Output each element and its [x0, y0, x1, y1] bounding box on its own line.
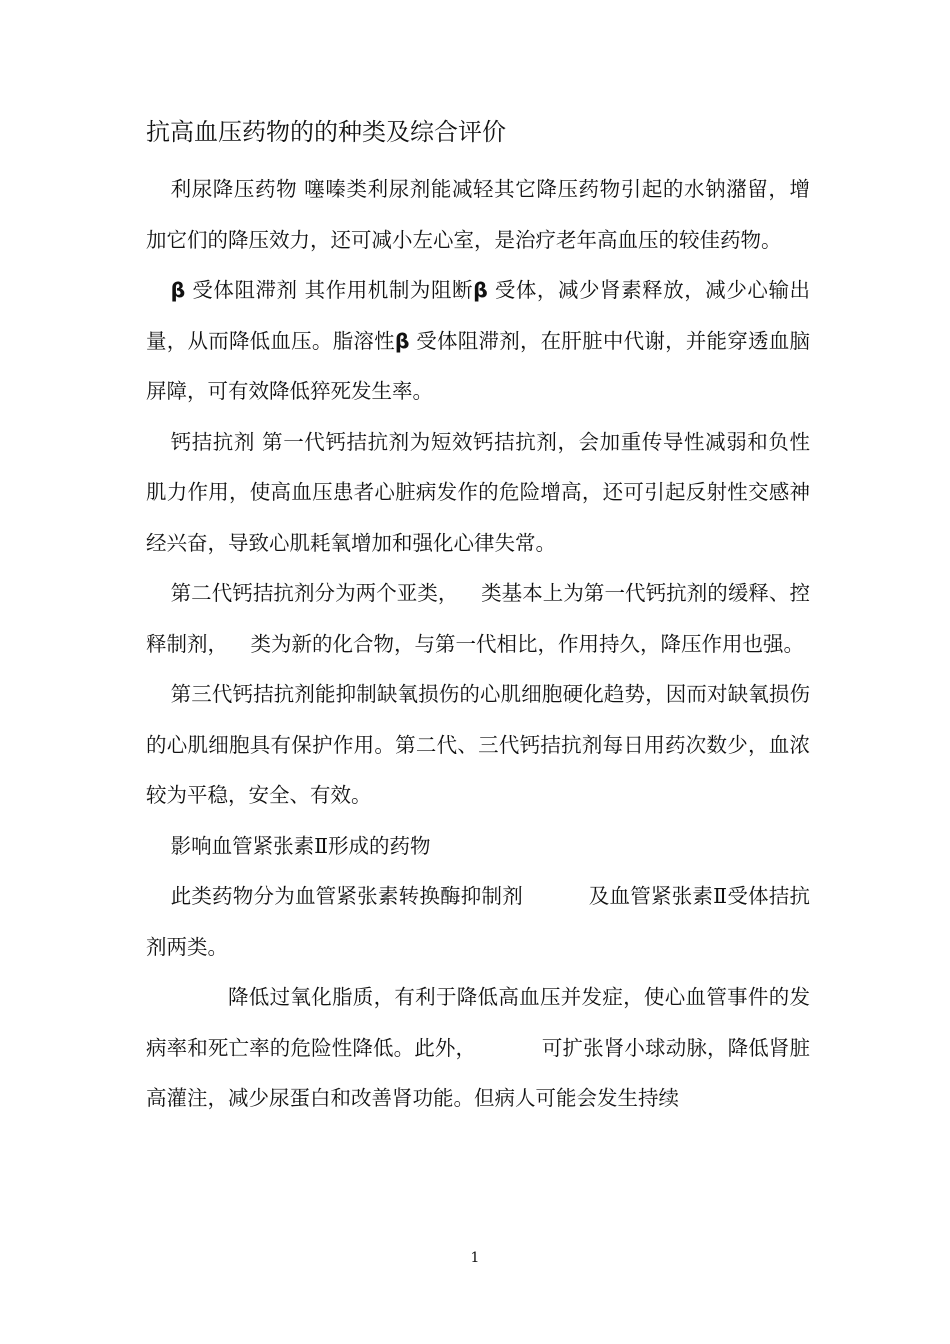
document-title: 抗高血压药物的的种类及综合评价: [146, 118, 506, 146]
paragraph-second-generation: [146, 568, 810, 669]
document-body: [146, 164, 810, 1124]
section-heading-angiotensin: 影响血管紧张素Ⅱ形成的药物: [170, 833, 431, 858]
paragraph-third-generation: 第三代钙拮抗剂能抑制缺氧损伤的心肌细胞硬化趋势，因而对缺氧损伤的心肌细胞具有保护作用。第二代、三代钙拮抗剂每日用药次数少，血浓较为平稳，安全、有效。: [146, 682, 810, 807]
beta-symbol: β: [394, 328, 410, 353]
paragraph-angiotensin-classes: [146, 871, 810, 972]
paragraph-beta-blockers-part-a: 受体阻滞剂 其作用机制为阻断: [185, 278, 474, 302]
paragraph-ace-effects: [146, 972, 810, 1124]
paragraph-beta-blockers-part-c: 受体阻滞剂，在肝脏中代谢，并能穿透血脑屏障，可有效降低猝死发生率。: [146, 328, 811, 403]
paragraph-ace-effects-part-b: 可扩张肾小球动脉，降低肾脏高灌注，减少尿蛋白和改善肾功能。但病人可能会发生持续: [146, 1035, 811, 1110]
paragraph-second-generation-part-a: 第二代钙拮抗剂分为两个亚类，: [170, 581, 459, 605]
paragraph-beta-blockers-part-b: 受体，减少肾素释放，减少心输出量，从而降低血压。脂溶性: [146, 278, 810, 353]
beta-symbol: β: [473, 278, 488, 302]
paragraph-calcium-antagonists: 钙拮抗剂 第一代钙拮抗剂为短效钙拮抗剂，会加重传导性减弱和负性肌力作用，使高血压患者心脏病发作的危险增高，还可引起反射性交感神经兴奋，导致心肌耗氧增加和强化心律失常。: [146, 429, 810, 555]
paragraph-second-generation-part-c: 类为新的化合物，与第一代相比，作用持久，降压作用也强。: [250, 631, 805, 656]
paragraph-diuretics: 利尿降压药物 噻嗪类利尿剂能减轻其它降压药物引起的水钠潴留，增加它们的降压效力，还可减小左心室，是治疗老年高血压的较佳药物。: [146, 177, 810, 252]
paragraph-ace-effects-part-a: 降低过氧化脂质，有利于降低高血压并发症，使心血管事件的发病率和死亡率的危险性降低。此外，: [146, 985, 810, 1060]
paragraph-second-generation-part-b: 类基本上为第一代钙抗剂的缓释、控释制剂，: [146, 581, 811, 656]
paragraph-angiotensin-classes-part-a: 此类药物分为血管紧张素转换酶抑制剂: [170, 884, 523, 908]
page-number: 1: [470, 1250, 480, 1266]
paragraph-beta-blockers: [146, 265, 810, 417]
paragraph-angiotensin-classes-part-b: 及血管紧张素Ⅱ受体拮抗剂两类。: [146, 884, 810, 959]
beta-symbol: β: [170, 278, 186, 302]
